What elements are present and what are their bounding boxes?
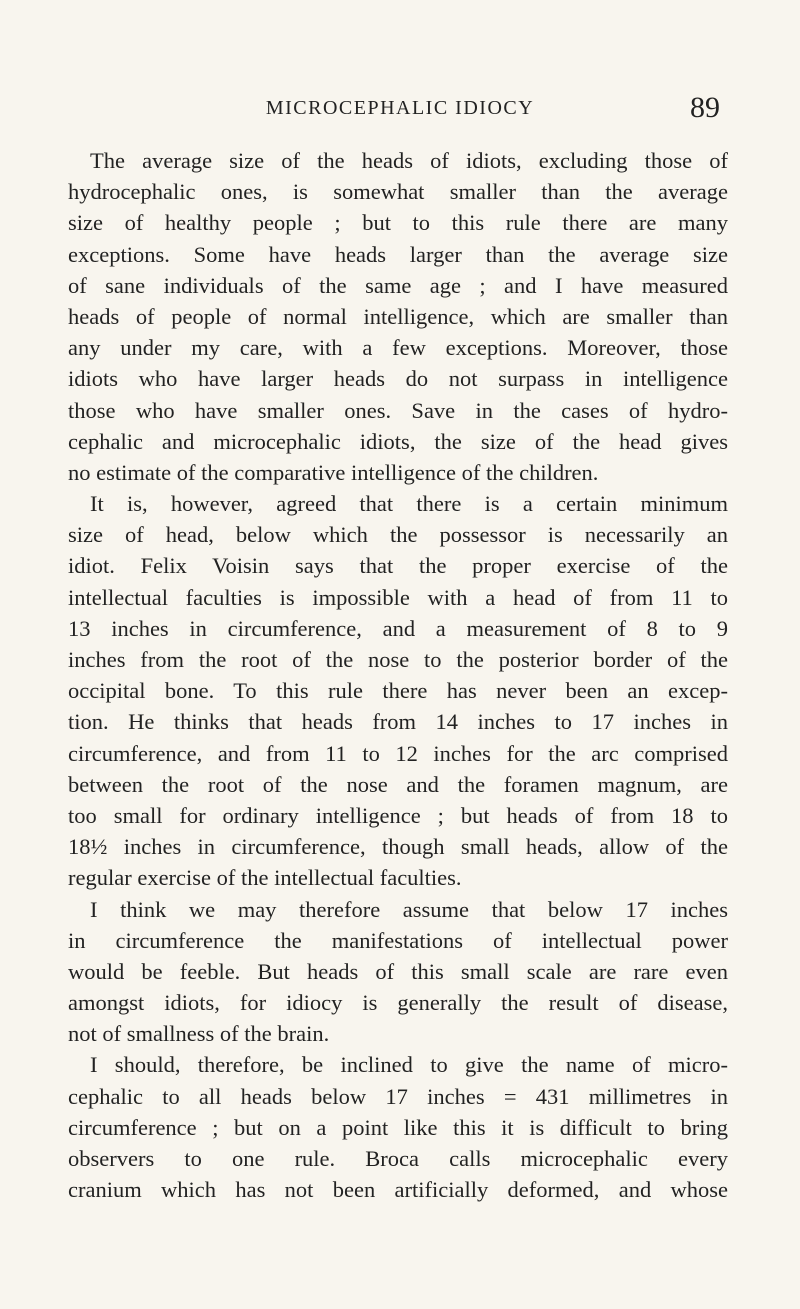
text-line: inches from the root of the nose to the posterior border of the	[68, 647, 728, 672]
text-line: idiot. Felix Voisin says that the proper exercise of the	[68, 553, 728, 579]
text-line: 13 inches in circumference, and a measurement of 8 to 9	[68, 615, 728, 641]
body-text	[68, 145, 728, 1205]
text-line: regular exercise of the intellectual faculties.	[68, 865, 462, 891]
text-line: tion. He thinks that heads from 14 inches to 17 inches in	[68, 709, 728, 735]
text-line: would be feeble. But heads of this small scale are rare even	[68, 958, 728, 984]
text-line: any under my care, with a few exceptions. Moreover, those	[68, 335, 728, 361]
text-line: I should, therefore, be inclined to give the name of micro-	[90, 1052, 728, 1078]
text-line: intellectual faculties is impossible with a head of from 11 to	[68, 584, 728, 610]
page-number: 89	[690, 91, 720, 124]
text-line: circumference ; but on a point like this it is difficult to bring	[68, 1114, 728, 1140]
text-line: too small for ordinary intelligence ; but heads of from 18 to	[68, 802, 728, 828]
text-line: hydrocephalic ones, is somewhat smaller than the average	[68, 179, 728, 205]
text-line: It is, however, agreed that there is a certain minimum	[90, 491, 728, 517]
text-line: observers to one rule. Broca calls microcephalic every	[68, 1146, 728, 1171]
text-line: size of head, below which the possessor is necessarily an	[68, 522, 728, 548]
text-line: The average size of the heads of idiots, excluding those of	[90, 148, 728, 173]
text-line: cranium which has not been artificially deformed, and whose	[68, 1177, 728, 1203]
text-line: occipital bone. To this rule there has never been an excep-	[68, 678, 728, 704]
text-line: in circumference the manifestations of intellectual power	[68, 927, 728, 953]
text-line: not of smallness of the brain.	[68, 1021, 330, 1047]
running-head	[80, 90, 720, 126]
text-line: no estimate of the comparative intelligence of the children.	[68, 459, 599, 485]
text-line: amongst idiots, for idiocy is generally the result of disease,	[68, 990, 728, 1016]
text-line: 18½ inches in circumference, though small heads, allow of the	[68, 834, 728, 860]
text-line: I think we may therefore assume that below 17 inches	[90, 896, 728, 922]
text-line: size of healthy people ; but to this rule there are many	[68, 210, 728, 236]
text-line: circumference, and from 11 to 12 inches for the arc comprised	[68, 740, 728, 766]
text-line: cephalic and microcephalic idiots, the size of the head gives	[68, 428, 728, 454]
text-line: idiots who have larger heads do not surpass in intelligence	[68, 366, 728, 392]
text-line: exceptions. Some have heads larger than the average size	[68, 241, 728, 267]
text-line: heads of people of normal intelligence, which are smaller than	[68, 303, 728, 329]
text-line: those who have smaller ones. Save in the cases of hydro-	[68, 397, 728, 423]
text-line: of sane individuals of the same age ; and I have measured	[68, 272, 728, 298]
text-line: cephalic to all heads below 17 inches = 431 millimetres in	[68, 1083, 728, 1109]
running-title: MICROCEPHALIC IDIOCY	[265, 97, 535, 119]
text-line: between the root of the nose and the foramen magnum, are	[68, 771, 728, 797]
